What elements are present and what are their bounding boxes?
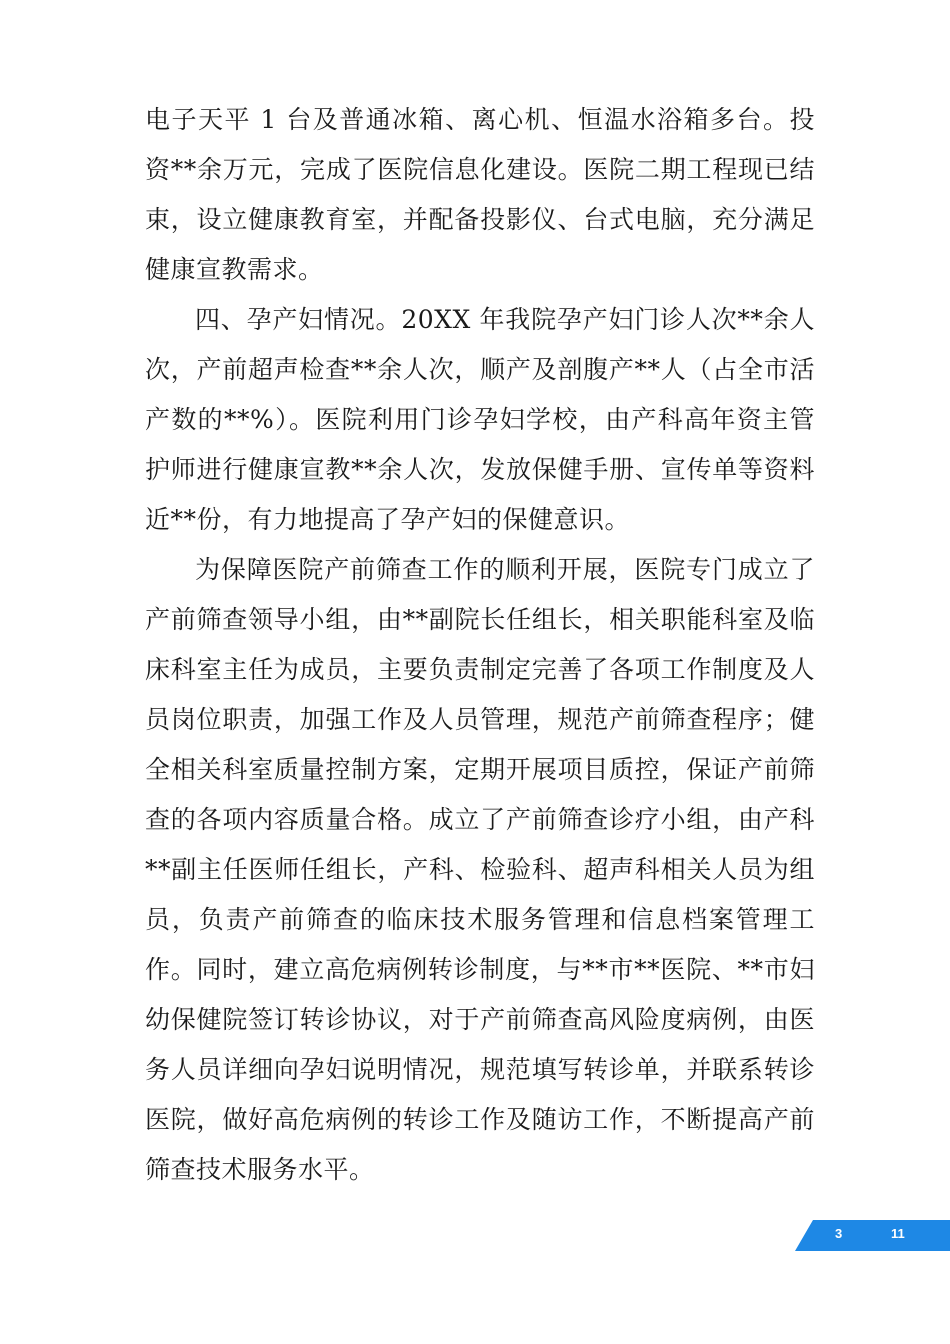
paragraph-prenatal-screening: 为保障医院产前筛查工作的顺利开展，医院专门成立了产前筛查领导小组，由**副院长任组长，相关职能科室及临床科室主任为成员，主要负责制定完善了各项工作制度及人员岗位职责，加强工作及人员管理，规范产前筛查程序；健全相关科室质量控制方案，定期开展项目质控，保证产前筛查的各项内容质量合格。成立了产前筛查诊疗小组，由产科**副主任医师任组长，产科、检验科、超声科相关人员为组员，负责产前筛查的临床技术服务管理和信息档案管理工作。同时，建立高危病例转诊制度，与**市**医院、**市妇幼保健院签订转诊协议，对于产前筛查高风险度病例，由医务人员详细向孕妇说明情况，规范填写转诊单，并联系转诊医院，做好高危病例的转诊工作及随访工作，不断提高产前筛查技术服务水平。 — [145, 555, 815, 1184]
paragraph-maternal-status: 四、孕产妇情况。20XX 年我院孕产妇门诊人次**余人次，产前超声检查**余人次，顺产及剖腹产**人（占全市活产数的**%）。医院利用门诊孕妇学校，由产科高年资主管护师进行健康宣教**余人次，发放保健手册、宣传单等资料近**份，有力地提高了孕产妇的保健意识。 — [145, 305, 815, 534]
document-body — [145, 95, 815, 1195]
badge-background-shape — [795, 1220, 950, 1251]
paragraph-equipment: 电子天平 1 台及普通冰箱、离心机、恒温水浴箱多台。投资**余万元，完成了医院信息化建设。医院二期工程现已结束，设立健康教育室，并配备投影仪、台式电脑，充分满足健康宣教需求。 — [145, 105, 815, 284]
page-current-number: 3 — [835, 1226, 843, 1241]
page-total-number: 11 — [891, 1226, 905, 1241]
page-number-badge — [795, 1220, 950, 1251]
